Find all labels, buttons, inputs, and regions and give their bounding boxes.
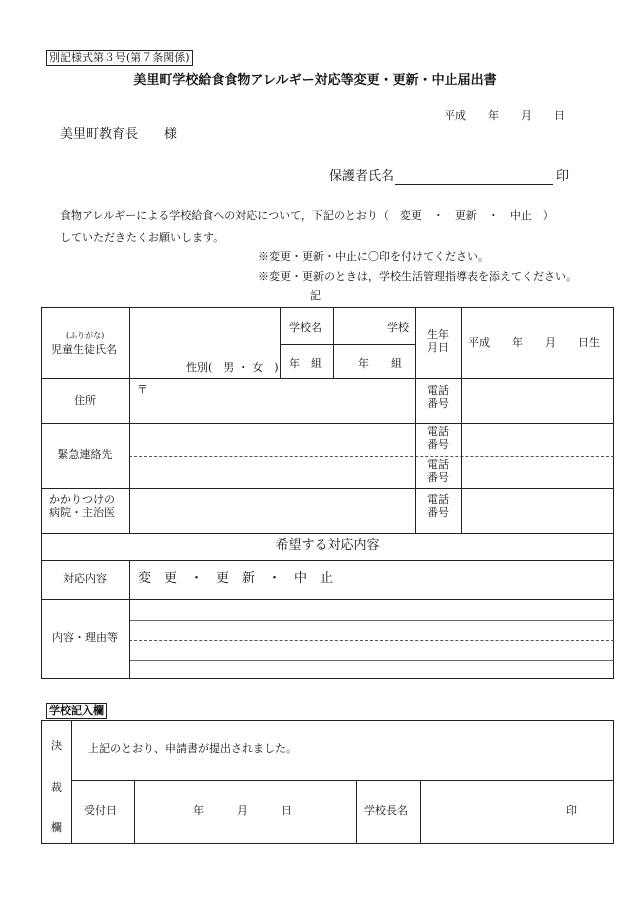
reason-label: 内容・理由等 [52,631,118,644]
student-name-field[interactable] [131,309,278,349]
content-type-label: 対応内容 [63,572,107,585]
emergency-contact-2[interactable] [131,458,413,486]
birth-date-field[interactable]: 平成 年 月 日生 [468,336,600,349]
postal-mark: 〒 [137,383,148,396]
phone-field[interactable] [463,380,612,421]
note-attach: ※変更・更新のときは，学校生活管理指導表を添えてください。 [258,270,577,283]
emergency-phone-1[interactable] [463,425,612,455]
phone-label: 電話 番号 [427,384,449,410]
address-label: 住所 [74,394,96,407]
doctor-phone-label: 電話 番号 [427,493,449,519]
side-char-2: 裁 [51,781,62,794]
principal-name-field[interactable] [422,782,552,842]
document-title: 美里町学校給食食物アレルギー対応等変更・更新・中止届出書 [133,73,497,88]
emergency-phone-label-2: 電話 番号 [427,458,449,484]
guardian-label: 保護者氏名 [329,169,395,184]
birth-label: 生年 月日 [427,328,449,354]
received-date-field[interactable]: 年 月 日 [193,804,292,817]
requested-heading: 希望する対応内容 [275,538,380,553]
intro-line-2: していただきたくお願いします。 [60,231,225,244]
school-section-heading: 学校記入欄 [46,703,107,719]
furigana-label: (ふりがな) [66,331,105,340]
doctor-field[interactable] [131,490,413,531]
emergency-phone-2[interactable] [463,458,612,486]
school-suffix: 学校 [387,321,409,334]
side-char-3: 欄 [51,821,62,834]
guardian-name-line[interactable] [395,184,553,185]
address-field[interactable] [131,380,413,421]
received-date-label: 受付日 [84,804,117,817]
side-char-1: 決 [51,739,62,752]
submitted-statement: 上記のとおり、申請書が提出されました。 [88,742,297,755]
emergency-phone-label-1: 電話 番号 [427,425,449,451]
ki-label: 記 [310,289,321,302]
principal-seal: 印 [566,804,577,817]
emergency-contact-1[interactable] [131,425,413,455]
school-name-label: 学校名 [289,321,322,334]
doctor-label: かかりつけの 病院・主治医 [49,493,115,519]
form-number: 別記様式第３号(第７条関係) [46,50,193,66]
gender-field[interactable]: 性別( 男 ・ 女 ) [186,361,279,374]
guardian-seal: 印 [556,169,570,184]
principal-label: 学校長名 [364,804,408,817]
note-circle: ※変更・更新・中止に〇印を付けてください。 [258,250,489,263]
content-options[interactable]: 変 更 ・ 更 新 ・ 中 止 [138,571,334,586]
emergency-label: 緊急連絡先 [57,448,113,461]
addressee: 美里町教育長 様 [60,127,178,142]
grade-value[interactable]: 年 組 [358,357,402,370]
student-name-label: 児童生徒氏名 [51,343,117,356]
date-line: 平成 年 月 日 [444,109,565,122]
grade-label: 年 組 [289,357,322,370]
doctor-phone-field[interactable] [463,490,612,531]
intro-line-1: 食物アレルギーによる学校給食への対応について，下記のとおり（ 変更 ・ 更新 ・ 中止 ） [60,209,554,222]
reason-field[interactable] [131,601,612,677]
